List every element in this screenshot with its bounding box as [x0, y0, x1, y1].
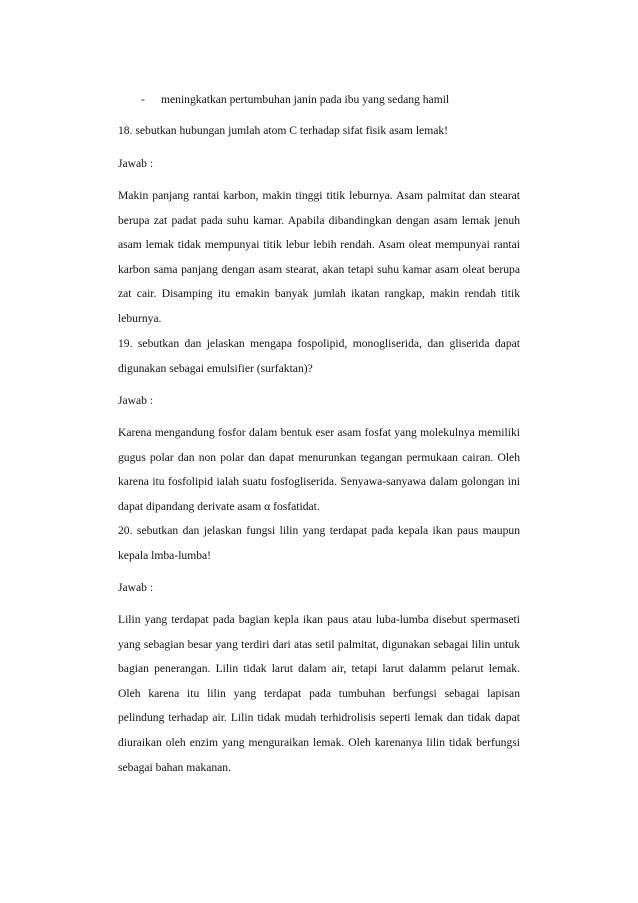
- answer-label-20: Jawab :: [118, 581, 154, 594]
- bullet-dash: -: [141, 93, 145, 106]
- bullet-item: [141, 88, 449, 113]
- answer-label-19: Jawab :: [118, 394, 154, 407]
- answer-18: Makin panjang rantai karbon, makin tinggi titik leburnya. Asam palmitat dan stearat berupa zat padat pada suhu kamar. Apabila dibandingkan dengan asam lemak jenuh asam lemak tidak mempunyai titik lebur lebih rendah. Asam oleat mempunyai rantai karbon sama panjang dengan asam stearat, akan tetapi suhu kamar asam oleat berupa zat cair. Disamping itu emakin banyak jumlah ikatan rangkap, makin rendah titik leburnya.: [118, 189, 520, 325]
- question-18: 18. sebutkan hubungan jumlah atom C terhadap sifat fisik asam lemak!: [118, 124, 449, 137]
- question-20: 20. sebutkan dan jelaskan fungsi lilin yang terdapat pada kepala ikan paus maupun kepala lmba-lumba!: [118, 524, 520, 562]
- answer-label-18: Jawab :: [118, 157, 154, 170]
- answer-20: Lilin yang terdapat pada bagian kepla ikan paus atau luba-lumba disebut spermaseti yang sebagian besar yang terdiri dari atas setil palmitat, digunakan sebagai lilin untuk bagian penerangan. Lilin tidak larut dalam air, tetapi larut dalamm pelarut lemak. Oleh karena itu lilin yang terdapat pada tumbuhan berfungsi sebagai lapisan pelindung terhadap air. Lilin tidak mudah terhidrolisis seperti lemak dan tidak dapat diuraikan oleh enzim yang menguraikan lemak. Oleh karenanya lilin tidak berfungsi sebagai bahan makanan.: [118, 613, 520, 774]
- bullet-text: meningkatkan pertumbuhan janin pada ibu yang sedang hamil: [161, 93, 450, 106]
- answer-19: Karena mengandung fosfor dalam bentuk eser asam fosfat yang molekulnya memiliki gugus polar dan non polar dan dapat menurunkan tegangan permukaan cairan. Oleh karena itu fosfolipid ialah suatu fosfogliserida. Senyawa-sanyawa dalam golongan ini dapat dipandang derivate asam α fosfatidat.: [118, 426, 520, 513]
- question-19: 19. sebutkan dan jelaskan mengapa fospolipid, monogliserida, dan gliserida dapat digunakan sebagai emulsifier (surfaktan)?: [118, 337, 520, 375]
